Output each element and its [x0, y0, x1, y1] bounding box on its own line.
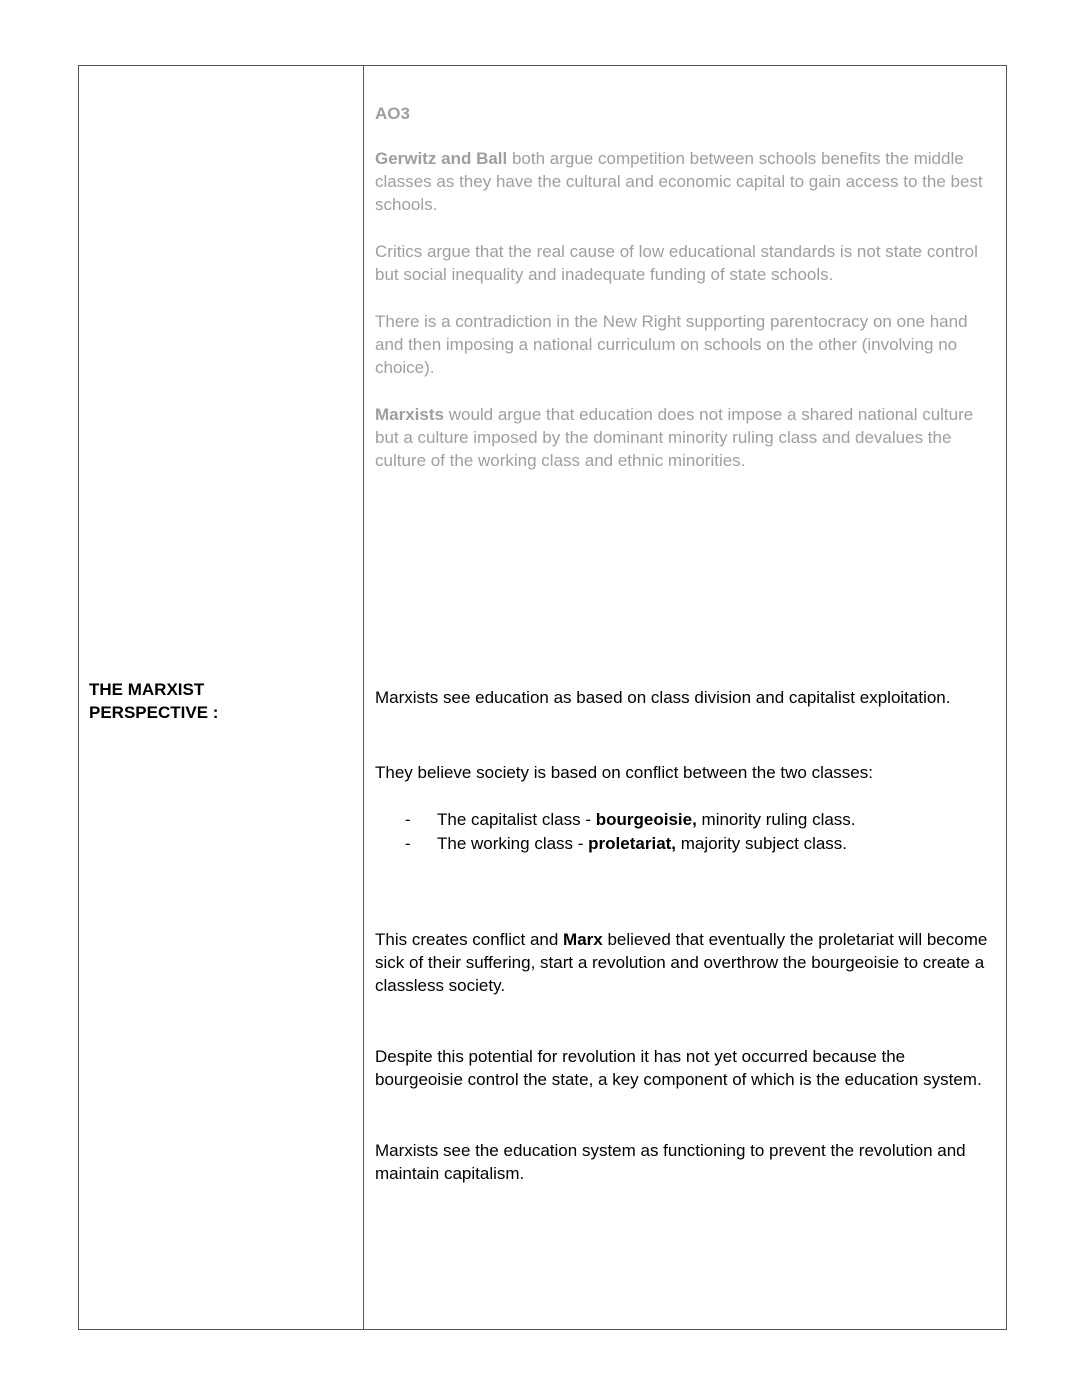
ao3-paragraph-bold-lead: Gerwitz and Ball: [375, 149, 508, 168]
section-heading-line1: THE MARXIST: [89, 680, 205, 699]
ao3-paragraph-text: There is a contradiction in the New Right supporting parentocracy on one hand and then imposing a national curriculum on schools on the other (involving no choice).: [375, 312, 968, 377]
notes-table: [78, 65, 1007, 1330]
ao3-paragraph-marxists: [375, 403, 992, 472]
table-cell-ao3: [364, 66, 1006, 666]
bullet-item-capitalist-class: [375, 808, 994, 832]
body-paragraph-two-classes: They believe society is based on conflict between the two classes:: [375, 763, 873, 782]
ao3-paragraph-text: Critics argue that the real cause of low educational standards is not state control but social inequality and inadequate funding of state schools.: [375, 242, 978, 284]
bullet-dash-marker: -: [405, 834, 411, 853]
bullet-item-text: The capitalist class - bourgeoisie, minority ruling class.: [437, 810, 856, 829]
section-heading-marxist-perspective: [89, 678, 353, 724]
bullet-item-text: The working class - proletariat, majority subject class.: [437, 834, 848, 853]
ao3-paragraph-text: both argue competition between schools benefits the middle classes as they have the cultural and economic capital to gain access to the best schools.: [375, 149, 983, 214]
ao3-paragraph-text: would argue that education does not impose a shared national culture but a culture imposed by the dominant minority ruling class and devalues the culture of the working class and ethnic minorities.: [375, 405, 974, 470]
table-cell-section-heading: [79, 666, 364, 1329]
ao3-paragraph-bold-lead: Marxists: [375, 405, 444, 424]
section-heading-line2: PERSPECTIVE :: [89, 703, 219, 722]
table-cell-marxist-body: [364, 666, 1006, 1329]
body-paragraph-state-control: Despite this potential for revolution it has not yet occurred because the bourgeoisie control the state, a key component of which is the education system.: [375, 1047, 982, 1089]
bullet-item-working-class: [375, 832, 994, 856]
ao3-paragraph-gerwitz-ball: [375, 147, 992, 216]
body-paragraph-prevent-revolution: Marxists see the education system as functioning to prevent the revolution and maintain capitalism.: [375, 1141, 966, 1183]
body-paragraph-class-division: Marxists see education as based on class division and capitalist exploitation.: [375, 688, 951, 707]
bullet-dash-marker: -: [405, 810, 411, 829]
table-cell-row1-left-empty: [79, 66, 364, 666]
ao3-paragraph-critics: [375, 240, 992, 286]
class-bullet-list: [375, 808, 994, 856]
ao3-paragraph-contradiction: [375, 310, 992, 379]
body-paragraph-revolution: This creates conflict and Marx believed that eventually the proletariat will become sick of their suffering, start a revolution and overthrow the bourgeoisie to create a classless society.: [375, 930, 988, 995]
ao3-heading: AO3: [375, 104, 410, 123]
